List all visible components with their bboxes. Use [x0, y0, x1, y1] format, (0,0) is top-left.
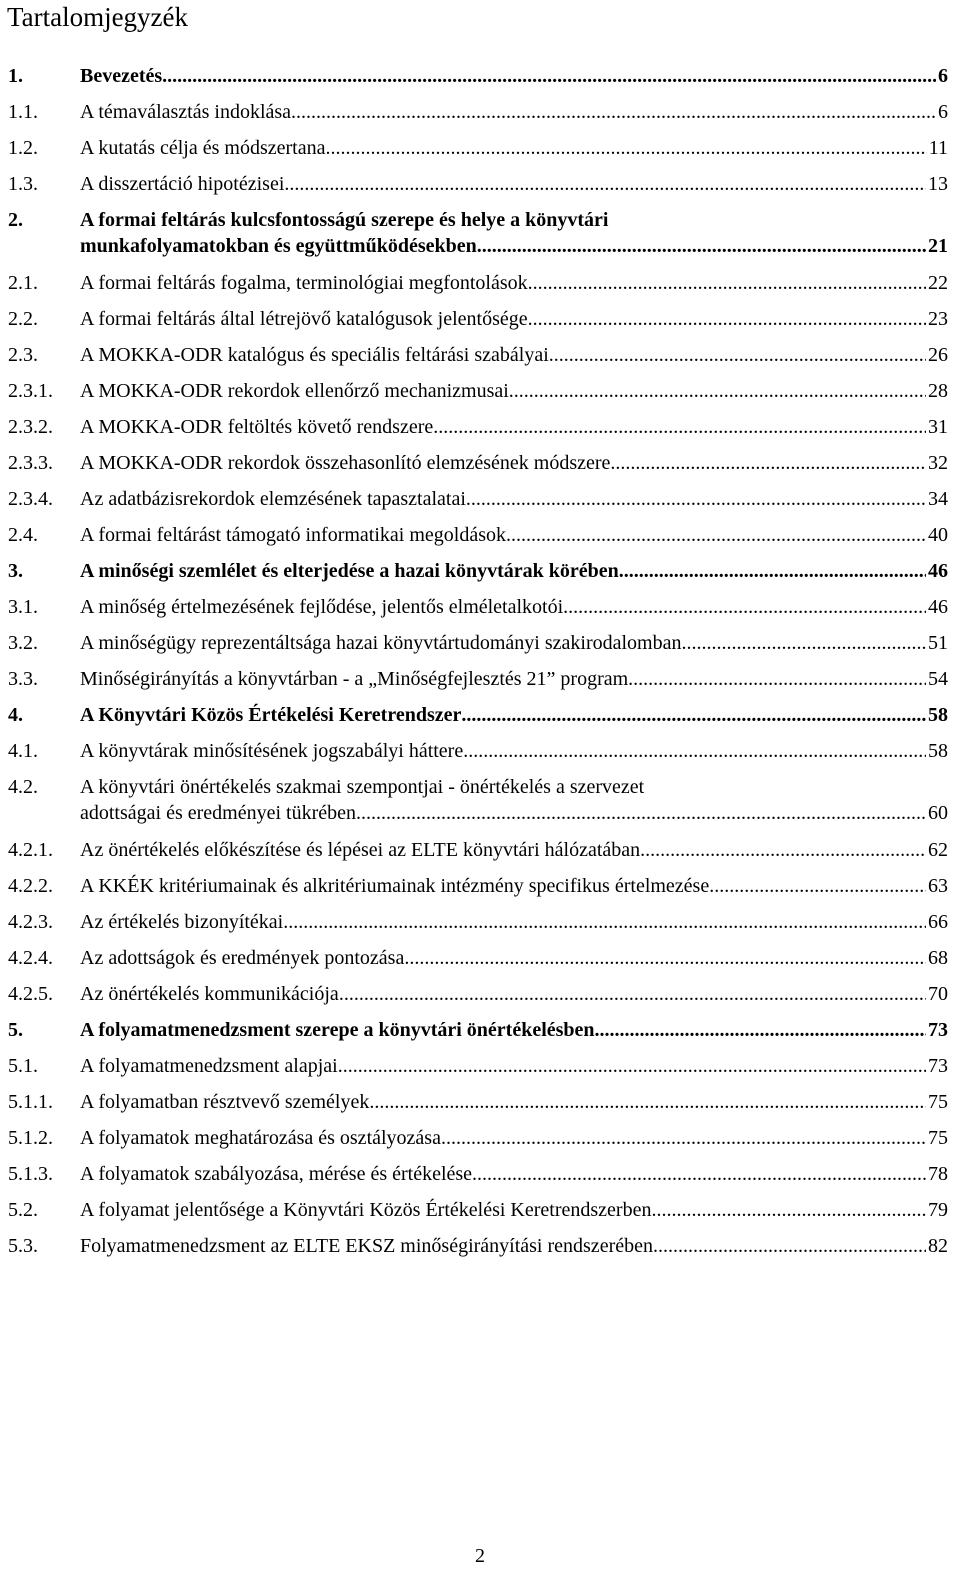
toc-entry-page: 75 [928, 1127, 948, 1149]
toc-entry-number: 4.2.4. [8, 947, 53, 969]
dot-leader [653, 1233, 926, 1259]
toc-entry-page: 31 [928, 416, 948, 438]
toc-entry-number: 5.1. [8, 1055, 38, 1077]
toc-entry-title: A formai feltárás fogalma, terminológiai megfontolások [80, 272, 528, 294]
toc-entry-title: A témaválasztás indoklása [80, 101, 292, 123]
toc-entry-title: A minőségügy reprezentáltsága hazai könyvtártudományi szakirodalomban [80, 632, 682, 654]
dot-leader [369, 1089, 926, 1115]
toc-entry-title: A formai feltárást támogató informatikai megoldások [80, 524, 506, 546]
toc-entry-title: munkafolyamatokban és együttműködésekben [80, 235, 477, 257]
toc-entry[interactable] [8, 171, 948, 207]
toc-entry[interactable] [8, 63, 948, 99]
toc-entry[interactable] [8, 1197, 948, 1233]
toc-entry[interactable] [8, 945, 948, 981]
toc-entry-title: A folyamatmenedzsment szerepe a könyvtári önértékelésben [80, 1019, 595, 1041]
toc-entry-title: adottságai és eredményei tükrében [80, 802, 356, 824]
dot-leader [441, 1125, 926, 1151]
toc-entry-page: 73 [928, 1019, 948, 1041]
toc-entry-title: A formai feltárás által létrejövő katalógusok jelentősége [80, 308, 528, 330]
toc-entry-number: 2.4. [8, 524, 38, 546]
dot-leader [472, 1161, 926, 1187]
toc-entry-number: 2.2. [8, 308, 38, 330]
dot-leader [528, 270, 926, 296]
toc-entry-page: 28 [928, 380, 948, 402]
toc-entry-page: 46 [928, 560, 948, 582]
toc-entry-title: Az önértékelés kommunikációja [80, 983, 339, 1005]
toc-entry[interactable] [8, 342, 948, 378]
toc-entry-page: 51 [928, 632, 948, 654]
toc-entry-page: 66 [928, 911, 948, 933]
toc-entry-number: 5.1.3. [8, 1163, 53, 1185]
toc-entry-page: 79 [928, 1199, 948, 1221]
toc-entry[interactable] [8, 450, 948, 486]
toc-entry-page: 23 [928, 308, 948, 330]
toc-entry[interactable] [8, 1233, 948, 1269]
dot-leader [284, 171, 926, 197]
dot-leader [283, 909, 926, 935]
toc-entry[interactable] [8, 666, 948, 702]
toc-entry[interactable] [8, 594, 948, 630]
dot-leader [549, 342, 926, 368]
toc-entry-number: 4.2.2. [8, 875, 53, 897]
toc-entry[interactable] [8, 909, 948, 945]
page-number: 2 [475, 1545, 485, 1567]
toc-entry-title: Az önértékelés előkészítése és lépései az ELTE könyvtári hálózatában [80, 839, 641, 861]
toc-entry-page: 73 [928, 1055, 948, 1077]
dot-leader [509, 378, 926, 404]
toc-entry-number: 2.3.4. [8, 488, 53, 510]
toc-entry-number: 2. [8, 209, 23, 231]
toc-entry[interactable] [8, 486, 948, 522]
toc-entry-title: A folyamatmenedzsment alapjai [80, 1055, 338, 1077]
toc-entry[interactable] [8, 1017, 948, 1053]
dot-leader [404, 945, 926, 971]
toc-entry-page: 21 [928, 235, 948, 257]
toc-entry[interactable] [8, 522, 948, 558]
toc-entry-number: 3.1. [8, 596, 38, 618]
dot-leader [506, 522, 926, 548]
toc-entry-title: A Könyvtári Közös Értékelési Keretrendszer [80, 704, 462, 726]
toc-entry-number: 3. [8, 560, 23, 582]
toc-entry[interactable] [8, 630, 948, 666]
toc-entry-number: 2.3.1. [8, 380, 53, 402]
toc-entry-title: A folyamatban résztvevő személyek [80, 1091, 370, 1113]
toc-entry[interactable] [8, 1053, 948, 1089]
toc-entry-title: A folyamat jelentősége a Könyvtári Közös Értékelési Keretrendszerben [80, 1199, 652, 1221]
toc-entry-title: A MOKKA-ODR rekordok ellenőrző mechanizmusai [80, 380, 509, 402]
toc-entry-page: 13 [928, 173, 948, 195]
dot-leader [628, 666, 926, 692]
toc-entry-number: 5. [8, 1019, 23, 1041]
toc-entry-title: A KKÉK kritériumainak és alkritériumainak intézmény specifikus értelmezése [80, 875, 710, 897]
toc-entry-title: Az adottságok és eredmények pontozása [80, 947, 405, 969]
dot-leader [433, 414, 926, 440]
toc-entry-page: 68 [928, 947, 948, 969]
toc-entry-title: A MOKKA-ODR rekordok összehasonlító elemzésének módszere [80, 452, 611, 474]
toc-entry[interactable] [8, 738, 948, 774]
toc-entry-page: 75 [928, 1091, 948, 1113]
toc-entry-number: 2.3. [8, 344, 38, 366]
dot-leader [339, 981, 926, 1007]
toc-entry-page: 60 [928, 802, 948, 824]
toc-entry-number: 5.1.2. [8, 1127, 53, 1149]
toc-entry-title-line: A formai feltárás kulcsfontosságú szerepe és helye a könyvtári [80, 209, 609, 231]
toc-entry-title: Az értékelés bizonyítékai [80, 911, 284, 933]
dot-leader [651, 1197, 926, 1223]
dot-leader [338, 1053, 926, 1079]
toc-entry[interactable] [8, 135, 948, 171]
toc-entry-page: 46 [928, 596, 948, 618]
toc-entry[interactable] [8, 378, 948, 414]
toc-entry-title: Folyamatmenedzsment az ELTE EKSZ minőségirányítási rendszerében [80, 1235, 653, 1257]
toc-entry-page: 6 [938, 65, 948, 87]
toc-entry-number: 2.3.3. [8, 452, 53, 474]
toc-entry-page: 22 [928, 272, 948, 294]
toc-entry[interactable] [8, 981, 948, 1017]
toc-entry[interactable] [8, 207, 948, 270]
toc-entry-page: 58 [928, 704, 948, 726]
toc-entry-page: 58 [928, 740, 948, 762]
toc-entry-title: Az adatbázisrekordok elemzésének tapasztalatai [80, 488, 466, 510]
toc-entry-number: 1. [8, 65, 23, 87]
dot-leader [563, 594, 926, 620]
toc-entry-number: 4.2.1. [8, 839, 53, 861]
toc-entry-page: 26 [928, 344, 948, 366]
toc-entry[interactable] [8, 1125, 948, 1161]
dot-leader [356, 800, 926, 826]
toc-entry-title: A MOKKA-ODR feltöltés követő rendszere [80, 416, 434, 438]
dot-leader [162, 63, 936, 89]
toc-entry-title: A MOKKA-ODR katalógus és speciális feltárási szabályai [80, 344, 549, 366]
toc-entry-number: 4.2.3. [8, 911, 53, 933]
toc-entry-title: Minőségirányítás a könyvtárban - a „Minőségfejlesztés 21” program [80, 668, 629, 690]
toc-entry-page: 63 [928, 875, 948, 897]
dot-leader [325, 135, 926, 161]
toc-entry-number: 4.2.5. [8, 983, 53, 1005]
toc-entry[interactable] [8, 1089, 948, 1125]
dot-leader [461, 702, 926, 728]
toc-entry-number: 5.2. [8, 1199, 38, 1221]
toc-entry-title: A minőségi szemlélet és elterjedése a hazai könyvtárak körében [80, 560, 619, 582]
toc-entry-title-line: A könyvtári önértékelés szakmai szempontjai - önértékelés a szervezet [80, 776, 645, 798]
toc-entry-number: 4.2. [8, 776, 38, 798]
dot-leader [610, 450, 926, 476]
toc-entry-number: 5.3. [8, 1235, 38, 1257]
toc-entry[interactable] [8, 774, 948, 837]
toc-entry-title: A folyamatok meghatározása és osztályozása [80, 1127, 441, 1149]
toc-entry[interactable] [8, 702, 948, 738]
dot-leader [595, 1017, 926, 1043]
toc-entry-title: A minőség értelmezésének fejlődése, jelentős elméletalkotói [80, 596, 564, 618]
dot-leader [466, 486, 926, 512]
dot-leader [709, 873, 926, 899]
toc-entry-page: 6 [938, 101, 948, 123]
toc-entry-page: 82 [928, 1235, 948, 1257]
toc-entry-page: 62 [928, 839, 948, 861]
toc-entry-page: 11 [928, 137, 948, 159]
toc-entry-number: 3.2. [8, 632, 38, 654]
toc-entry-title: A könyvtárak minősítésének jogszabályi háttere [80, 740, 464, 762]
toc-entry-number: 2.1. [8, 272, 38, 294]
toc-entry-number: 5.1.1. [8, 1091, 53, 1113]
table-of-contents [8, 63, 948, 1269]
toc-entry-number: 4. [8, 704, 23, 726]
dot-leader [619, 558, 926, 584]
dot-leader [681, 630, 926, 656]
toc-entry[interactable] [8, 306, 948, 342]
dot-leader [463, 738, 926, 764]
toc-entry[interactable] [8, 414, 948, 450]
toc-entry-number: 2.3.2. [8, 416, 53, 438]
toc-entry-title: A kutatás célja és módszertana [80, 137, 326, 159]
toc-entry-page: 32 [928, 452, 948, 474]
toc-entry-number: 4.1. [8, 740, 38, 762]
toc-entry-number: 1.1. [8, 101, 38, 123]
toc-entry-page: 78 [928, 1163, 948, 1185]
toc-entry-title: Bevezetés [80, 65, 163, 87]
toc-entry[interactable] [8, 99, 948, 135]
toc-entry[interactable] [8, 873, 948, 909]
toc-entry-page: 70 [928, 983, 948, 1005]
toc-entry[interactable] [8, 558, 948, 594]
toc-entry-title: A folyamatok szabályozása, mérése és értékelése [80, 1163, 473, 1185]
toc-entry[interactable] [8, 837, 948, 873]
dot-leader [477, 233, 926, 259]
toc-entry-page: 40 [928, 524, 948, 546]
page-title: Tartalomjegyzék [7, 2, 189, 32]
dot-leader [291, 99, 936, 125]
toc-entry[interactable] [8, 270, 948, 306]
toc-entry-number: 1.3. [8, 173, 38, 195]
toc-entry-number: 3.3. [8, 668, 38, 690]
toc-entry-number: 1.2. [8, 137, 38, 159]
toc-entry-page: 54 [928, 668, 948, 690]
toc-entry[interactable] [8, 1161, 948, 1197]
toc-entry-page: 34 [928, 488, 948, 510]
toc-entry-title: A disszertáció hipotézisei [80, 173, 285, 195]
dot-leader [528, 306, 926, 332]
dot-leader [640, 837, 926, 863]
